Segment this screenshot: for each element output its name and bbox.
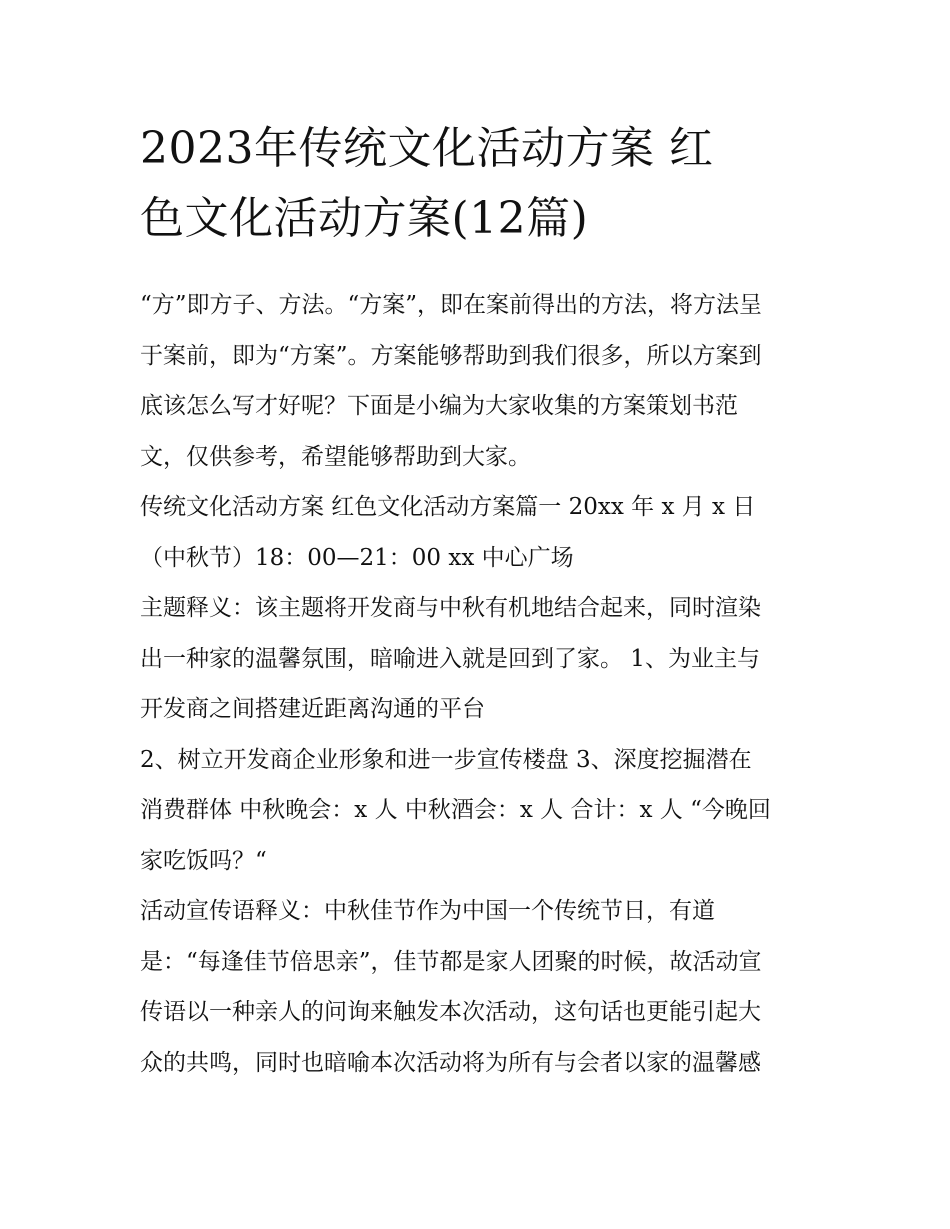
text-line: 传语以一种亲人的问询来触发本次活动，这句话也更能引起大 — [140, 999, 761, 1025]
text-line: 出一种家的温馨氛围，暗喻进入就是回到了家。 1、为业主与 — [140, 645, 760, 672]
text-line: “方”即方子、方法。“方案”，即在案前得出的方法，将方法呈 — [140, 292, 763, 318]
text-line: 开发商之间搭建近距离沟通的平台 — [140, 696, 485, 722]
text-line: 传统文化活动方案 红色文化活动方案篇一 20xx 年 x 月 x 日 — [140, 494, 756, 520]
text-line: 众的共鸣，同时也暗喻本次活动将为所有与会者以家的温馨感 — [140, 1049, 761, 1076]
text-line: 是：“每逢佳节倍思亲”，佳节都是家人团聚的时候，故活动宣 — [140, 948, 762, 975]
text-line: 底该怎么写才好呢？下面是小编为大家收集的方案策划书范 — [140, 393, 738, 419]
text-line: 活动宣传语释义：中秋佳节作为中国一个传统节日，有道 — [140, 898, 715, 924]
text-line: 消费群体 中秋晚会：x 人 中秋酒会：x 人 合计：x 人 “今晚回 — [140, 797, 771, 823]
body-text — [140, 280, 830, 1088]
title-line-2: 色文化活动方案(12篇) — [140, 193, 589, 244]
text-line: 于案前，即为“方案”。方案能够帮助到我们很多，所以方案到 — [140, 342, 762, 369]
title-line-1: 2023年传统文化活动方案 红 — [140, 123, 714, 174]
text-line: （中秋节）18：00—21：00 xx 中心广场 — [140, 544, 574, 571]
page-title — [140, 114, 830, 254]
text-line: 家吃饭吗？“ — [140, 847, 267, 874]
text-line: 文，仅供参考，希望能够帮助到大家。 — [140, 443, 531, 470]
text-line: 2、树立开发商企业形象和进一步宣传楼盘 3、深度挖掘潜在 — [140, 746, 752, 773]
text-line: 主题释义：该主题将开发商与中秋有机地结合起来，同时渲染 — [140, 595, 761, 621]
